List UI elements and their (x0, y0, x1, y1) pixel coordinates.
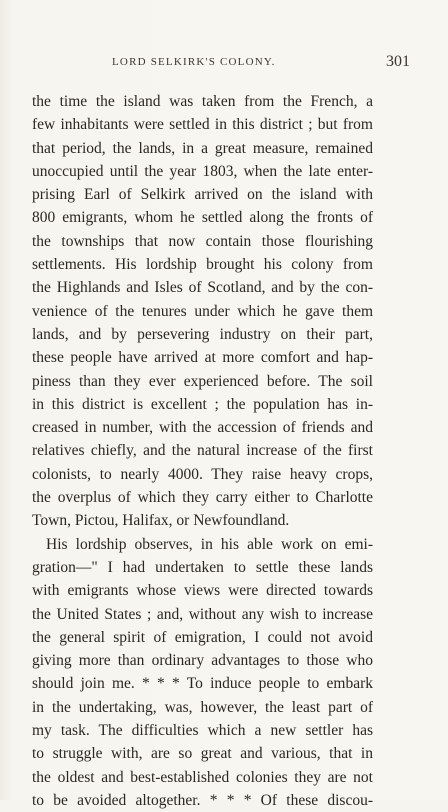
text-line: piness than they ever experienced before. The soil (32, 372, 373, 390)
text-line: my task. The difficulties which a new settler has (32, 722, 373, 740)
text-line: settlements. His lordship brought his colony from (32, 256, 373, 274)
text-line: should join me. * * * To induce people to embark (32, 675, 373, 693)
text-line: the United States ; and, without any wish to increase (32, 605, 373, 623)
text-line: in the undertaking, was, however, the least part of (32, 698, 373, 716)
text-line: few inhabitants were settled in this district ; but from (32, 116, 373, 134)
text-line: venience of the tenures under which he gave them (32, 302, 373, 320)
text-line: creased in number, with the accession of friends and (32, 419, 373, 437)
text-line: lands, and by persevering industry on their part, (32, 325, 373, 343)
text-line: prising Earl of Selkirk arrived on the island with (32, 186, 373, 204)
page-number: 301 (386, 53, 410, 70)
text-line: relatives chiefly, and the natural increase of the first (32, 442, 373, 460)
text-line: His lordship observes, in his able work on emi- (46, 535, 373, 553)
text-line: to be avoided altogether. * * * Of these discou- (32, 791, 373, 809)
text-line: gration—" I had undertaken to settle these lands (32, 558, 373, 576)
text-line: the general spirit of emigration, I could not avoid (32, 628, 373, 646)
text-line: in this district is excellent ; the population has in- (32, 395, 373, 413)
running-head: LORD SELKIRK'S COLONY. (112, 56, 276, 68)
text-line: unoccupied until the year 1803, when the late enter- (32, 162, 373, 180)
page-header (32, 53, 418, 73)
text-line: the overplus of which they carry either to Charlotte (32, 489, 373, 507)
text-line: Town, Pictou, Halifax, or Newfoundland. (32, 512, 290, 530)
text-line: that period, the lands, in a great measure, remained (32, 139, 373, 157)
text-line: the Highlands and Isles of Scotland, and by the con- (32, 279, 373, 297)
text-line: 800 emigrants, whom he settled along the fronts of (32, 209, 373, 227)
text-line: colonists, to nearly 4000. They raise heavy crops, (32, 465, 373, 483)
text-line: to struggle with, are so great and various, that in (32, 745, 373, 763)
body-text (32, 90, 373, 812)
text-line: with emigrants whose views were directed towards (32, 582, 373, 600)
text-line: the oldest and best-established colonies they are not (32, 768, 373, 786)
text-line: giving more than ordinary advantages to those who (32, 652, 373, 670)
text-line: the townships that now contain those flourishing (32, 232, 373, 250)
text-line: these people have arrived at more comfort and hap- (32, 349, 373, 367)
text-line: the time the island was taken from the French, a (32, 93, 373, 110)
